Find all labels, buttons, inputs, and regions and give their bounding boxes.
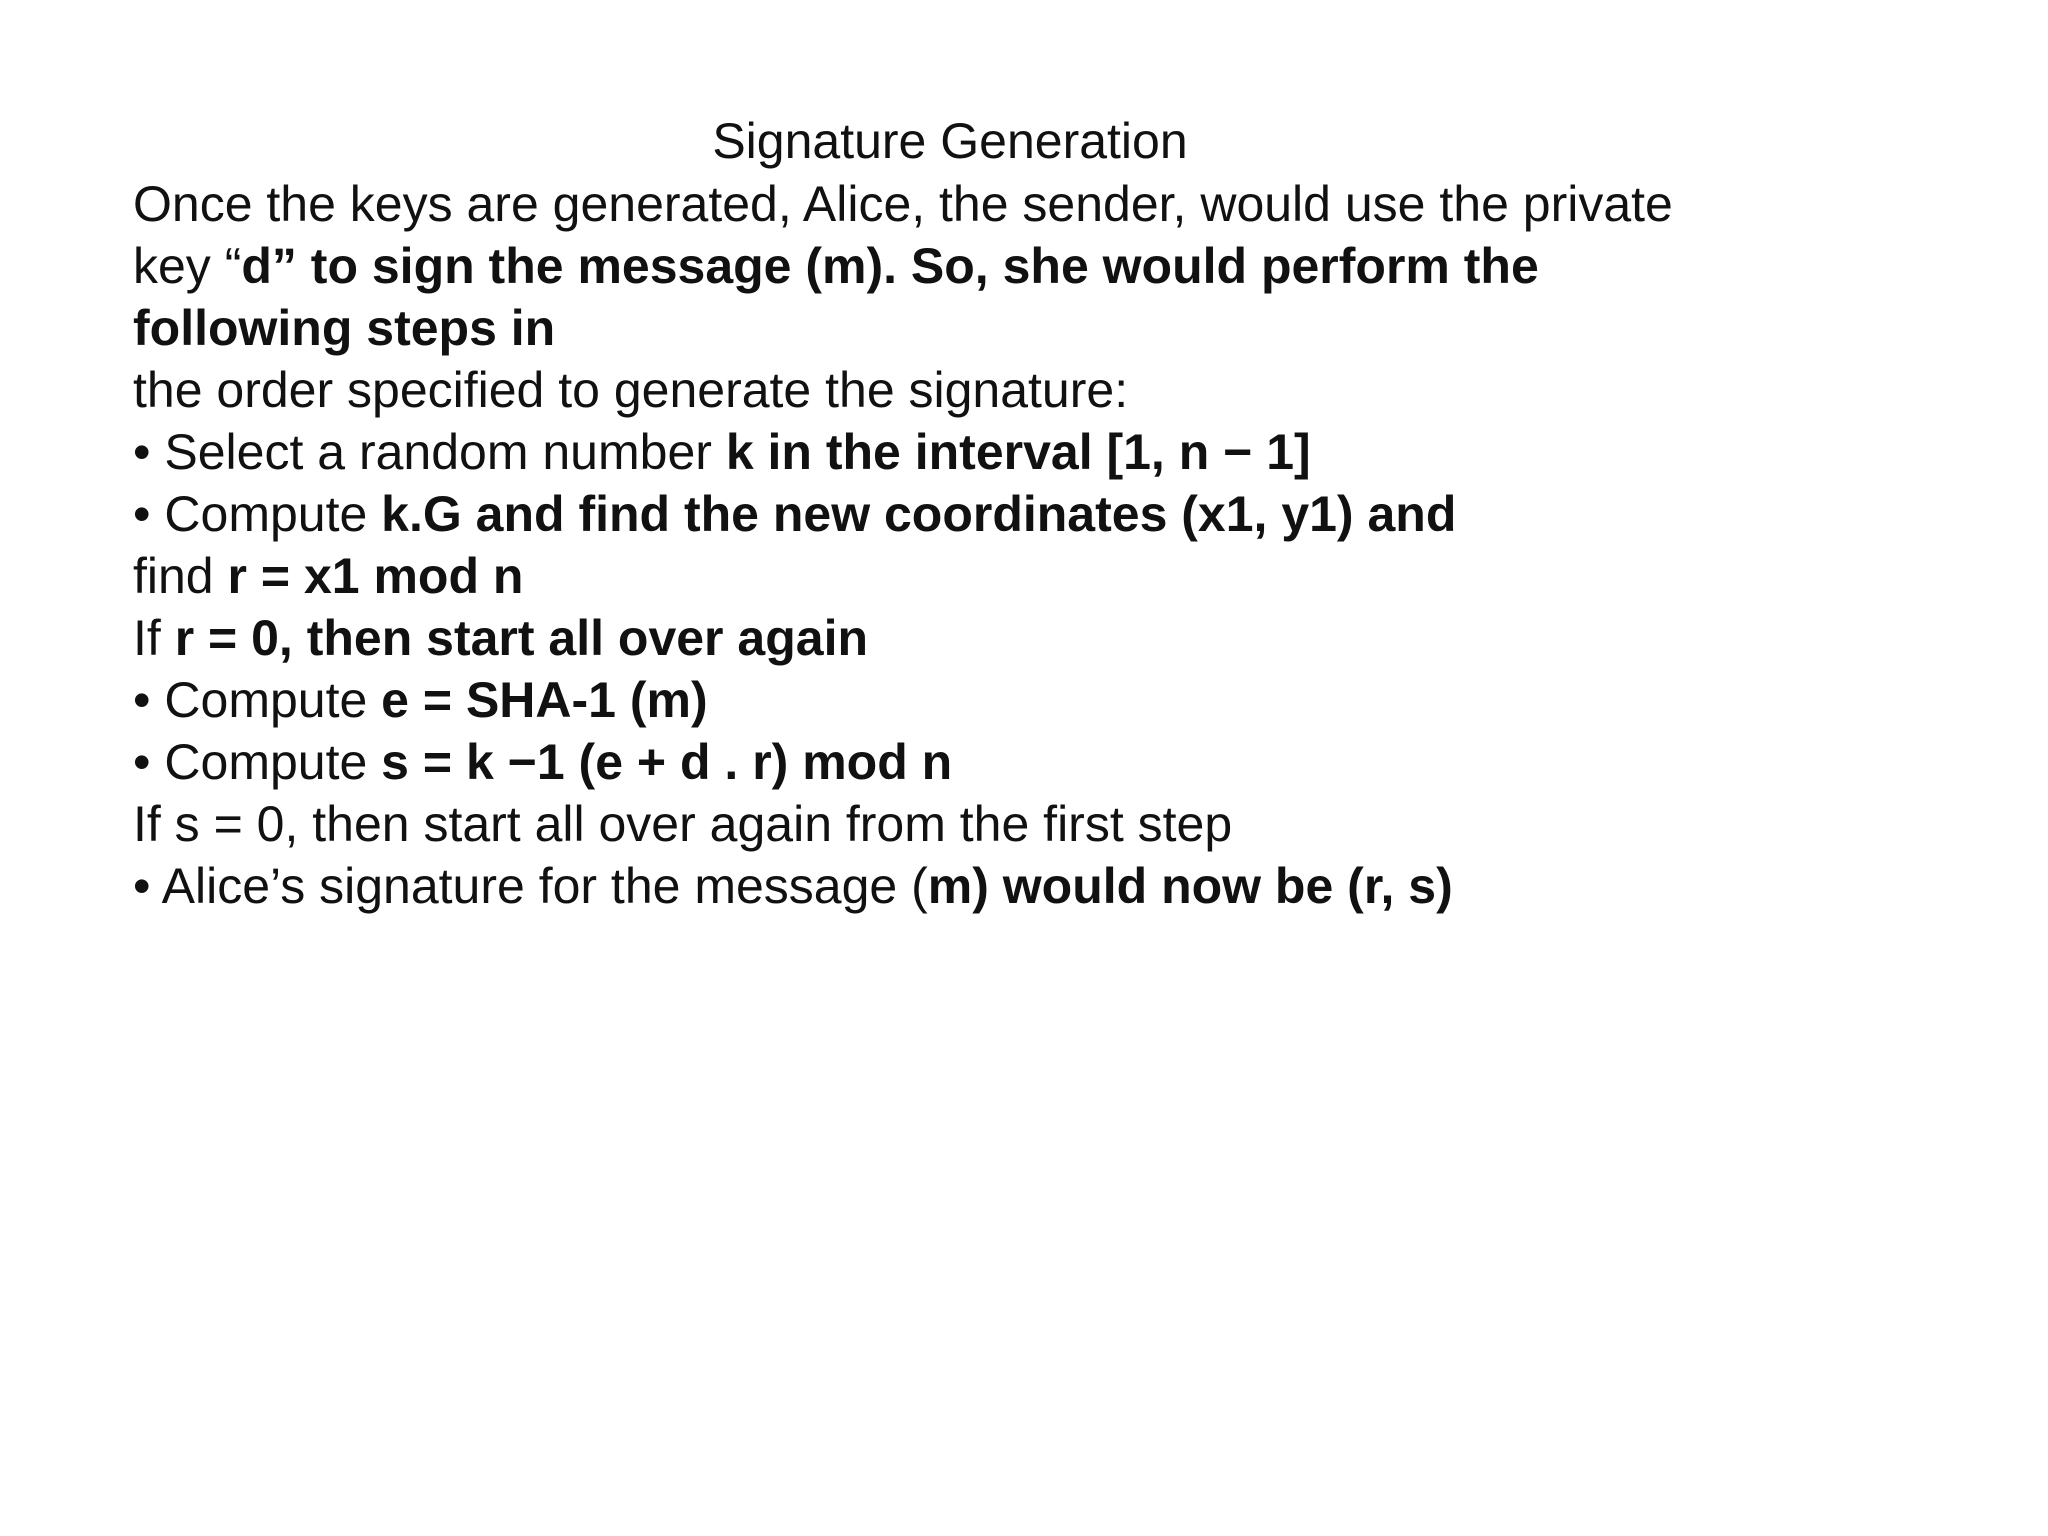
text-run: • Compute	[133, 486, 382, 542]
bullet-item	[133, 483, 1933, 545]
text-run: key “	[133, 238, 242, 294]
text-run: If s = 0, then start all over again from the first step	[133, 796, 1233, 852]
text-run-bold: following steps in	[133, 300, 556, 356]
body-line	[133, 793, 1933, 855]
body-line	[133, 173, 1933, 235]
slide-title: Signature Generation	[712, 113, 1188, 169]
body-line	[133, 235, 1933, 297]
text-run: Once the keys are generated, Alice, the sender, would use the private	[133, 176, 1673, 232]
text-run-bold: r = x1 mod n	[227, 548, 524, 604]
text-run: • Select a random number	[133, 424, 726, 480]
text-run: • Compute	[133, 672, 382, 728]
slide-body	[133, 173, 1933, 917]
text-run: find	[133, 548, 228, 604]
text-run: • Compute	[133, 734, 382, 790]
bullet-item	[133, 421, 1933, 483]
text-run-bold: e = SHA-1 (m)	[381, 672, 708, 728]
body-line	[133, 545, 1933, 607]
body-line	[133, 607, 1933, 669]
text-run-bold: m) would now be (r, s)	[927, 858, 1453, 914]
body-line	[133, 359, 1933, 421]
text-run: • Alice’s signature for the message (	[133, 858, 928, 914]
body-line	[133, 297, 1933, 359]
text-run-bold: k.G and find the new coordinates (x1, y1) and	[381, 486, 1457, 542]
text-run-bold: d” to sign the message (m). So, she would perform the	[241, 238, 1539, 294]
bullet-item	[133, 669, 1933, 731]
text-run: the order specified to generate the signature:	[133, 362, 1129, 418]
text-run-bold: s = k −1 (e + d . r) mod n	[381, 734, 953, 790]
bullet-item	[133, 855, 1933, 917]
bullet-item	[133, 731, 1933, 793]
text-run-bold: r = 0, then start all over again	[174, 610, 868, 666]
text-run: If	[133, 610, 175, 666]
text-run-bold: k in the interval [1, n − 1]	[725, 424, 1311, 480]
